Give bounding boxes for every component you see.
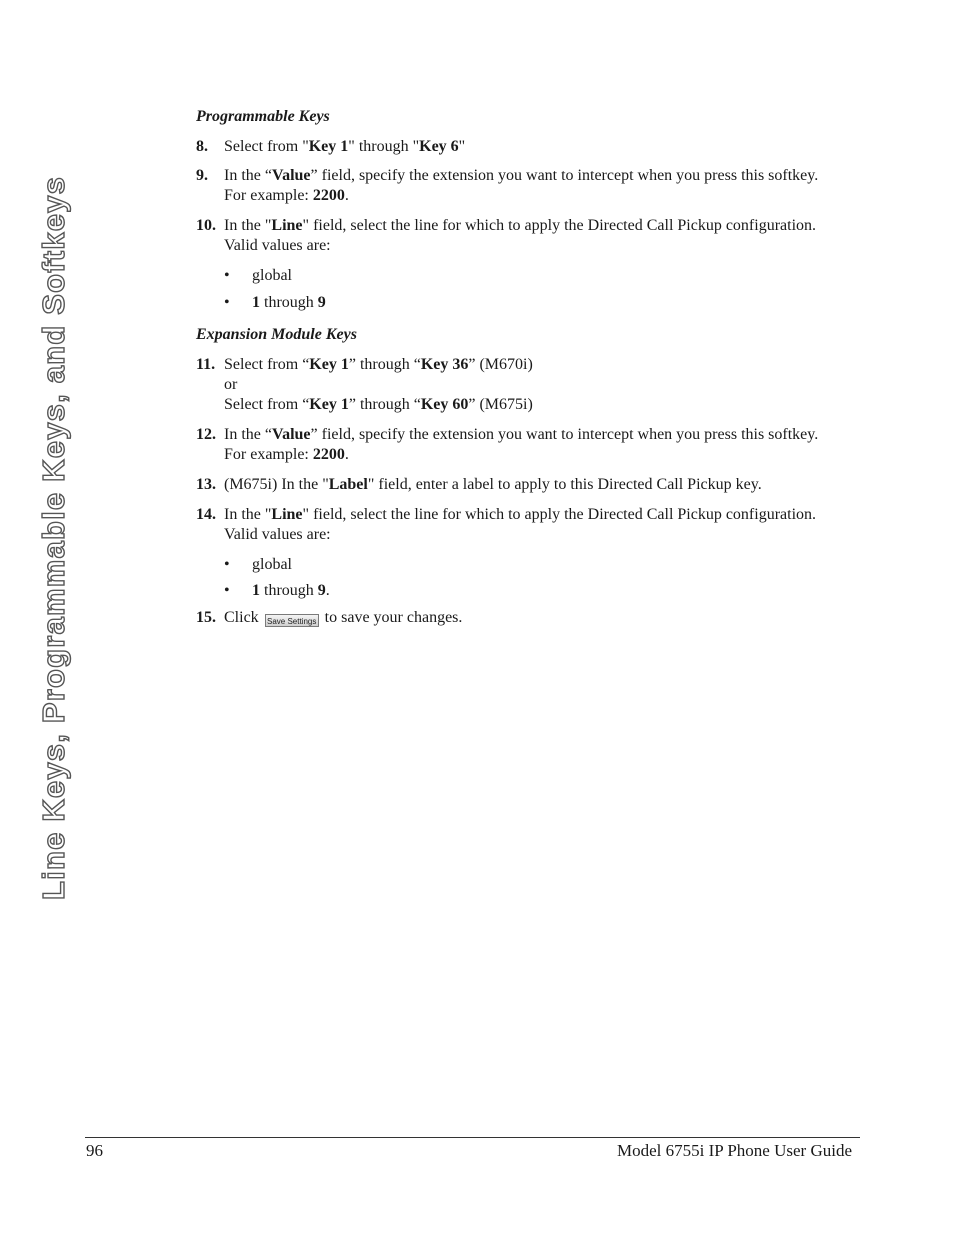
- chapter-side-title: Line Keys, Programmable Keys, and Softkeys: [36, 175, 71, 900]
- step-text: Click Save Settings to save your changes.: [224, 609, 463, 626]
- step-number: 10.: [196, 217, 216, 234]
- bullet-text: global: [252, 267, 292, 284]
- bullet-dot: •: [224, 556, 230, 573]
- bullet-text: 1 through 9.: [252, 582, 330, 599]
- section-heading-expansion-module-keys: Expansion Module Keys: [196, 326, 357, 343]
- step-number: 14.: [196, 506, 216, 523]
- bullet-dot: •: [224, 294, 230, 311]
- page-number: 96: [86, 1141, 103, 1160]
- step-number: 15.: [196, 609, 216, 626]
- step-text: In the "Line" field, select the line for which to apply the Directed Call Pickup configuration. Valid values are:: [224, 506, 817, 543]
- step-number: 12.: [196, 426, 216, 443]
- step-text: In the "Line" field, select the line for which to apply the Directed Call Pickup configuration. Valid values are:: [224, 217, 817, 254]
- bullet-dot: •: [224, 582, 230, 599]
- step-text: (M675i) In the "Label" field, enter a label to apply to this Directed Call Pickup key.: [224, 476, 762, 493]
- footer-guide-title: Model 6755i IP Phone User Guide: [617, 1141, 852, 1160]
- step-number: 8.: [196, 138, 208, 155]
- step-text: Select from "Key 1" through "Key 6": [224, 138, 466, 155]
- step-text: Select from “Key 1” through “Key 36” (M670i) or Select from “Key 1” through “Key 60” (M675i): [224, 356, 533, 413]
- footer-divider: [85, 1137, 860, 1138]
- step-number: 13.: [196, 476, 216, 493]
- bullet-text: global: [252, 556, 292, 573]
- step-number: 11.: [196, 356, 216, 373]
- step-text: In the “Value” field, specify the extension you want to intercept when you press this softkey. For example: 2200.: [224, 426, 819, 463]
- save-settings-button[interactable]: Save Settings: [265, 614, 319, 627]
- step-number: 9.: [196, 167, 208, 184]
- section-heading-programmable-keys: Programmable Keys: [196, 108, 330, 125]
- step-text: In the “Value” field, specify the extension you want to intercept when you press this softkey. For example: 2200.: [224, 167, 819, 204]
- bullet-text: 1 through 9: [252, 294, 326, 311]
- bullet-dot: •: [224, 267, 230, 284]
